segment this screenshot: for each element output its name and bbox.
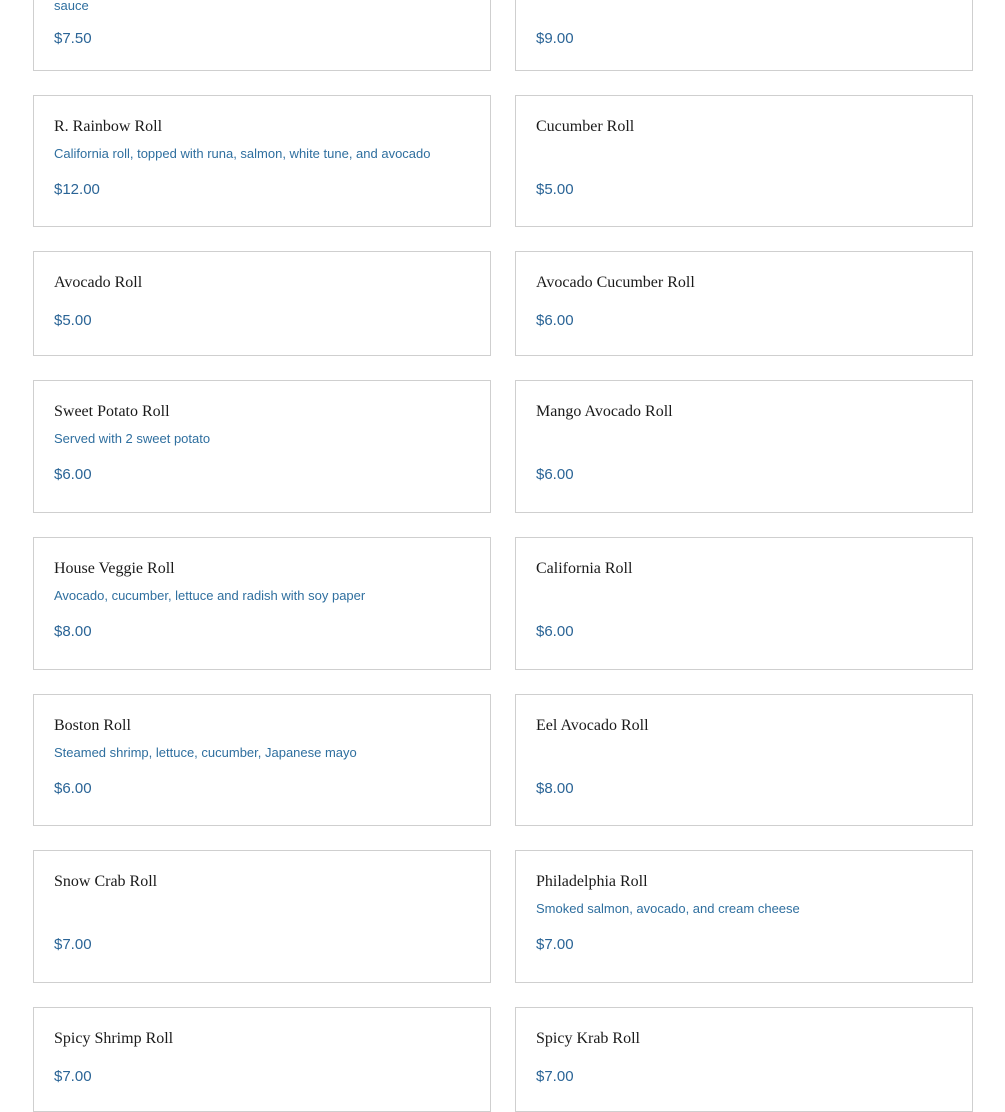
item-price: $7.00	[54, 936, 92, 953]
menu-item-card[interactable]	[33, 380, 491, 513]
item-name: Snow Crab Roll	[54, 873, 158, 890]
item-price: $8.00	[536, 780, 574, 797]
item-price: $7.00	[536, 936, 574, 953]
menu-item-card[interactable]	[515, 251, 973, 356]
menu-item-card[interactable]	[515, 850, 973, 983]
item-description	[536, 430, 952, 448]
item-name: Eel Avocado Roll	[536, 717, 649, 734]
menu-item-card[interactable]	[33, 95, 491, 227]
item-price: $5.00	[536, 181, 574, 198]
menu-item-card[interactable]	[33, 251, 491, 356]
item-name: Philadelphia Roll	[536, 873, 648, 890]
item-name: Mango Avocado Roll	[536, 403, 673, 420]
item-price: $9.00	[536, 30, 574, 47]
menu-item-card[interactable]	[515, 694, 973, 826]
item-name: Spicy Krab Roll	[536, 1030, 640, 1047]
item-description	[54, 900, 470, 918]
item-price: $12.00	[54, 181, 100, 198]
item-price: $6.00	[536, 312, 574, 329]
item-name: Avocado Cucumber Roll	[536, 274, 695, 291]
menu-item-card[interactable]	[33, 1007, 491, 1112]
item-price: $7.00	[54, 1068, 92, 1085]
item-name: Spicy Shrimp Roll	[54, 1030, 174, 1047]
item-description	[536, 587, 952, 605]
item-name: House Veggie Roll	[54, 560, 175, 577]
menu-item-card[interactable]	[515, 380, 973, 513]
menu-item-card[interactable]	[515, 1007, 973, 1112]
item-description	[536, 0, 952, 15]
item-name: R. Rainbow Roll	[54, 118, 163, 135]
item-name: Cucumber Roll	[536, 118, 635, 135]
item-price: $7.00	[536, 1068, 574, 1085]
item-description: California roll, topped with runa, salmon, white tune, and avocado	[54, 146, 431, 161]
menu-item-card[interactable]	[33, 537, 491, 670]
menu-item-card[interactable]	[33, 850, 491, 983]
item-description: Avocado, cucumber, lettuce and radish with soy paper	[54, 588, 366, 603]
item-description: Smoked salmon, avocado, and cream cheese	[536, 901, 800, 916]
item-name: Sweet Potato Roll	[54, 403, 170, 420]
item-price: $5.00	[54, 312, 92, 329]
item-description: Steamed shrimp, lettuce, cucumber, Japanese mayo	[54, 745, 357, 760]
menu-item-card[interactable]	[515, 537, 973, 670]
item-description: sauce	[54, 0, 89, 13]
item-description	[536, 744, 952, 762]
item-name: Boston Roll	[54, 717, 131, 734]
menu-item-card[interactable]	[515, 0, 973, 71]
item-description: Served with 2 sweet potato	[54, 431, 211, 446]
item-price: $8.00	[54, 623, 92, 640]
menu-item-card[interactable]	[33, 694, 491, 826]
menu-item-card[interactable]	[33, 0, 491, 71]
item-price: $6.00	[536, 466, 574, 483]
menu-item-card[interactable]	[515, 95, 973, 227]
item-name: Avocado Roll	[54, 274, 143, 291]
item-description	[536, 145, 952, 163]
item-price: $6.00	[536, 623, 574, 640]
menu-grid	[33, 0, 973, 1112]
item-price: $6.00	[54, 780, 92, 797]
item-name: California Roll	[536, 560, 633, 577]
item-price: $6.00	[54, 466, 92, 483]
item-price: $7.50	[54, 30, 92, 47]
